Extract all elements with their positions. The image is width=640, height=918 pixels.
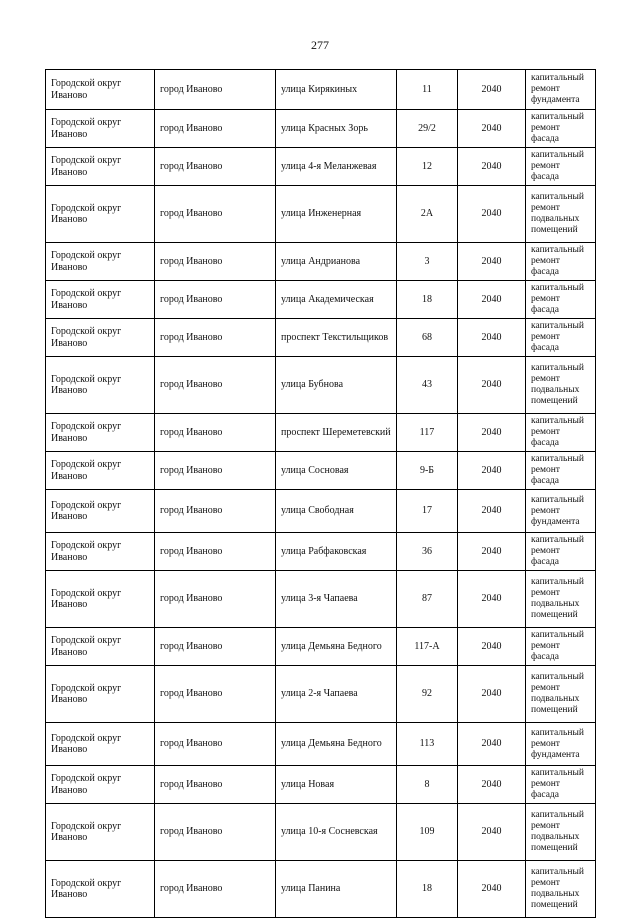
work-type-cell: капитальный ремонт подвальных помещений: [526, 186, 596, 243]
house-number-cell: 17: [397, 490, 458, 533]
house-number-cell: 43: [397, 357, 458, 414]
house-number-cell: 3: [397, 243, 458, 281]
street-cell: улица 10-я Сосневская: [276, 804, 397, 861]
city-cell: город Иваново: [155, 319, 276, 357]
city-cell: город Иваново: [155, 281, 276, 319]
city-cell: город Иваново: [155, 804, 276, 861]
table-row: [46, 804, 596, 861]
year-cell: 2040: [458, 186, 526, 243]
year-cell: 2040: [458, 533, 526, 571]
table-row: [46, 766, 596, 804]
table-row: [46, 628, 596, 666]
street-cell: улица Рабфаковская: [276, 533, 397, 571]
municipality-cell: Городской округ Иваново: [46, 666, 155, 723]
work-type-cell: капитальный ремонт подвальных помещений: [526, 804, 596, 861]
work-type-cell: капитальный ремонт фасада: [526, 452, 596, 490]
house-number-cell: 117: [397, 414, 458, 452]
table-row: [46, 452, 596, 490]
work-type-cell: капитальный ремонт фасада: [526, 243, 596, 281]
year-cell: 2040: [458, 666, 526, 723]
work-type-cell: капитальный ремонт подвальных помещений: [526, 666, 596, 723]
house-number-cell: 109: [397, 804, 458, 861]
house-number-cell: 29/2: [397, 110, 458, 148]
table-row: [46, 357, 596, 414]
city-cell: город Иваново: [155, 243, 276, 281]
municipality-cell: Городской округ Иваново: [46, 357, 155, 414]
year-cell: 2040: [458, 281, 526, 319]
work-type-cell: капитальный ремонт фасада: [526, 628, 596, 666]
year-cell: 2040: [458, 357, 526, 414]
city-cell: город Иваново: [155, 861, 276, 918]
street-cell: улица Демьяна Бедного: [276, 628, 397, 666]
table-row: [46, 186, 596, 243]
house-number-cell: 11: [397, 70, 458, 110]
year-cell: 2040: [458, 571, 526, 628]
municipality-cell: Городской округ Иваново: [46, 186, 155, 243]
city-cell: город Иваново: [155, 452, 276, 490]
page-number: 277: [311, 38, 329, 52]
work-type-cell: капитальный ремонт фасада: [526, 766, 596, 804]
year-cell: 2040: [458, 804, 526, 861]
year-cell: 2040: [458, 628, 526, 666]
house-number-cell: 68: [397, 319, 458, 357]
house-number-cell: 9-Б: [397, 452, 458, 490]
municipality-cell: Городской округ Иваново: [46, 148, 155, 186]
street-cell: улица Андрианова: [276, 243, 397, 281]
year-cell: 2040: [458, 490, 526, 533]
city-cell: город Иваново: [155, 357, 276, 414]
municipality-cell: Городской округ Иваново: [46, 243, 155, 281]
municipality-cell: Городской округ Иваново: [46, 319, 155, 357]
work-type-cell: капитальный ремонт фундамента: [526, 723, 596, 766]
table-row: [46, 281, 596, 319]
municipality-cell: Городской округ Иваново: [46, 490, 155, 533]
table-body: [46, 70, 596, 918]
work-type-cell: капитальный ремонт фасада: [526, 281, 596, 319]
city-cell: город Иваново: [155, 533, 276, 571]
work-type-cell: капитальный ремонт фасада: [526, 110, 596, 148]
work-type-cell: капитальный ремонт фасада: [526, 533, 596, 571]
work-type-cell: капитальный ремонт фасада: [526, 319, 596, 357]
house-number-cell: 2А: [397, 186, 458, 243]
house-number-cell: 92: [397, 666, 458, 723]
street-cell: улица Кирякиных: [276, 70, 397, 110]
city-cell: город Иваново: [155, 186, 276, 243]
street-cell: улица Академическая: [276, 281, 397, 319]
year-cell: 2040: [458, 148, 526, 186]
municipality-cell: Городской округ Иваново: [46, 571, 155, 628]
city-cell: город Иваново: [155, 666, 276, 723]
municipality-cell: Городской округ Иваново: [46, 533, 155, 571]
year-cell: 2040: [458, 723, 526, 766]
street-cell: улица Инженерная: [276, 186, 397, 243]
municipality-cell: Городской округ Иваново: [46, 110, 155, 148]
street-cell: улица Панина: [276, 861, 397, 918]
year-cell: 2040: [458, 110, 526, 148]
house-number-cell: 18: [397, 861, 458, 918]
table-row: [46, 414, 596, 452]
city-cell: город Иваново: [155, 571, 276, 628]
city-cell: город Иваново: [155, 70, 276, 110]
year-cell: 2040: [458, 70, 526, 110]
table-row: [46, 571, 596, 628]
municipality-cell: Городской округ Иваново: [46, 723, 155, 766]
work-type-cell: капитальный ремонт фасада: [526, 414, 596, 452]
street-cell: улица 4-я Меланжевая: [276, 148, 397, 186]
street-cell: улица 3-я Чапаева: [276, 571, 397, 628]
work-type-cell: капитальный ремонт фундамента: [526, 70, 596, 110]
city-cell: город Иваново: [155, 148, 276, 186]
street-cell: проспект Текстильщиков: [276, 319, 397, 357]
street-cell: улица Свободная: [276, 490, 397, 533]
table-row: [46, 319, 596, 357]
work-type-cell: капитальный ремонт подвальных помещений: [526, 571, 596, 628]
table-row: [46, 490, 596, 533]
municipality-cell: Городской округ Иваново: [46, 414, 155, 452]
street-cell: улица Сосновая: [276, 452, 397, 490]
house-number-cell: 87: [397, 571, 458, 628]
municipality-cell: Городской округ Иваново: [46, 804, 155, 861]
municipality-cell: Городской округ Иваново: [46, 281, 155, 319]
table-row: [46, 533, 596, 571]
city-cell: город Иваново: [155, 723, 276, 766]
street-cell: улица Новая: [276, 766, 397, 804]
repair-schedule-table: [45, 69, 596, 918]
street-cell: улица Бубнова: [276, 357, 397, 414]
year-cell: 2040: [458, 766, 526, 804]
street-cell: проспект Шереметевский: [276, 414, 397, 452]
street-cell: улица 2-я Чапаева: [276, 666, 397, 723]
work-type-cell: капитальный ремонт фундамента: [526, 490, 596, 533]
municipality-cell: Городской округ Иваново: [46, 628, 155, 666]
table-row: [46, 148, 596, 186]
house-number-cell: 8: [397, 766, 458, 804]
year-cell: 2040: [458, 319, 526, 357]
city-cell: город Иваново: [155, 628, 276, 666]
table-row: [46, 861, 596, 918]
table-row: [46, 70, 596, 110]
municipality-cell: Городской округ Иваново: [46, 452, 155, 490]
work-type-cell: капитальный ремонт фасада: [526, 148, 596, 186]
municipality-cell: Городской округ Иваново: [46, 861, 155, 918]
table-row: [46, 723, 596, 766]
house-number-cell: 117-А: [397, 628, 458, 666]
year-cell: 2040: [458, 861, 526, 918]
work-type-cell: капитальный ремонт подвальных помещений: [526, 357, 596, 414]
city-cell: город Иваново: [155, 110, 276, 148]
municipality-cell: Городской округ Иваново: [46, 766, 155, 804]
work-type-cell: капитальный ремонт подвальных помещений: [526, 861, 596, 918]
city-cell: город Иваново: [155, 414, 276, 452]
street-cell: улица Демьяна Бедного: [276, 723, 397, 766]
street-cell: улица Красных Зорь: [276, 110, 397, 148]
year-cell: 2040: [458, 452, 526, 490]
house-number-cell: 113: [397, 723, 458, 766]
house-number-cell: 12: [397, 148, 458, 186]
table-row: [46, 110, 596, 148]
city-cell: город Иваново: [155, 490, 276, 533]
house-number-cell: 36: [397, 533, 458, 571]
municipality-cell: Городской округ Иваново: [46, 70, 155, 110]
table-row: [46, 243, 596, 281]
year-cell: 2040: [458, 243, 526, 281]
house-number-cell: 18: [397, 281, 458, 319]
table-row: [46, 666, 596, 723]
city-cell: город Иваново: [155, 766, 276, 804]
year-cell: 2040: [458, 414, 526, 452]
